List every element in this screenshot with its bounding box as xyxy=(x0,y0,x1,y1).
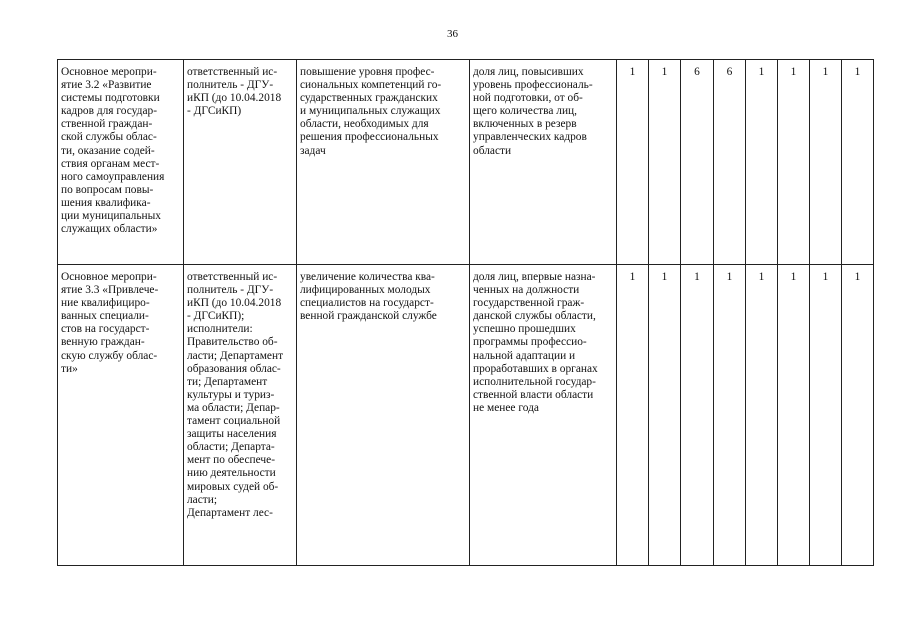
value-cell: 1 xyxy=(746,60,778,265)
result-cell: повышение уровня профес- сиональных компетенций го- сударственных гражданских и муниципальных служащих области, необходимых для решения профессиональных задач xyxy=(297,60,470,265)
value-cell: 1 xyxy=(617,60,649,265)
program-events-table xyxy=(57,59,874,566)
value-cell: 1 xyxy=(842,60,874,265)
value-cell: 1 xyxy=(778,265,810,566)
value-cell: 1 xyxy=(649,60,681,265)
table-row xyxy=(58,265,874,566)
indicator-cell: доля лиц, повысивших уровень профессиональ- ной подготовки, от об- щего количества лиц, включенных в резерв управленческих кадров области xyxy=(470,60,617,265)
responsible-cell: ответственный ис- полнитель - ДГУ- иКП (до 10.04.2018 - ДГСиКП) xyxy=(184,60,297,265)
value-cell: 1 xyxy=(810,265,842,566)
value-cell: 6 xyxy=(714,60,746,265)
value-cell: 1 xyxy=(746,265,778,566)
value-cell: 1 xyxy=(778,60,810,265)
table-row xyxy=(58,60,874,265)
event-cell: Основное меропри- ятие 3.3 «Привлече- ние квалифициро- ванных специали- стов на государст- венную граждан- скую службу облас- ти» xyxy=(58,265,184,566)
value-cell: 1 xyxy=(714,265,746,566)
indicator-cell: доля лиц, впервые назна- ченных на должности государственной граж- данской службы области, успешно прошедших программы профессио- нальной адаптации и проработавших в органах исполнительной государ- ственной власти области не менее года xyxy=(470,265,617,566)
event-cell: Основное меропри- ятие 3.2 «Развитие системы подготовки кадров для государ- ственной граждан- ской службы облас- ти, оказание содей- ствия органам мест- ного самоуправления по вопросам повы- шения квалифика- ции муниципальных служащих области» xyxy=(58,60,184,265)
responsible-cell: ответственный ис- полнитель - ДГУ- иКП (до 10.04.2018 - ДГСиКП); исполнители: Правительство об- ласти; Департамент образования облас- ти; Департамент культуры и туриз- ма области; Депар- тамент социальной защиты населения области; Департа- мент по обеспече- нию деятельности мировых судей об- ласти; Департамент лес- xyxy=(184,265,297,566)
value-cell: 1 xyxy=(810,60,842,265)
value-cell: 1 xyxy=(617,265,649,566)
value-cell: 6 xyxy=(681,60,714,265)
page-number: 36 xyxy=(447,28,458,40)
value-cell: 1 xyxy=(681,265,714,566)
result-cell: увеличение количества ква- лифицированных молодых специалистов на государст- венной гражданской службе xyxy=(297,265,470,566)
value-cell: 1 xyxy=(649,265,681,566)
value-cell: 1 xyxy=(842,265,874,566)
